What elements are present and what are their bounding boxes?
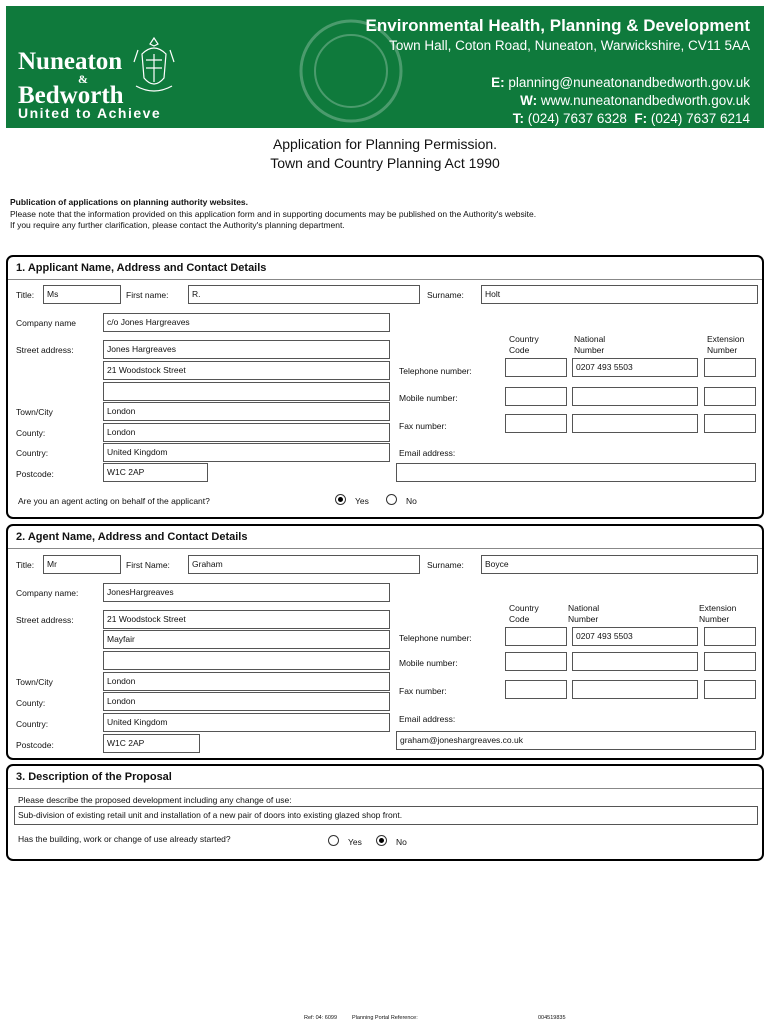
fax-country-code[interactable] bbox=[505, 414, 567, 433]
council-logo bbox=[18, 50, 124, 108]
agent-no-radio[interactable] bbox=[386, 494, 397, 505]
department-address: Town Hall, Coton Road, Nuneaton, Warwickshire, CV11 5AA bbox=[389, 38, 750, 53]
fax-label: F: bbox=[634, 111, 648, 126]
form-reference: Ref: 04: 6099 bbox=[304, 1015, 338, 1021]
surname-field[interactable]: Holt bbox=[481, 285, 758, 304]
national-number-header: National Number bbox=[568, 603, 600, 624]
tel-label: T: bbox=[512, 111, 525, 126]
started-no-label: No bbox=[396, 837, 407, 847]
notice-heading: Publication of applications on planning authority websites. bbox=[10, 197, 249, 207]
telephone-national-number[interactable]: 0207 493 5503 bbox=[572, 358, 698, 377]
agent-yes-label: Yes bbox=[355, 496, 369, 506]
extension-header: Extension Number bbox=[699, 603, 737, 624]
county-label: County: bbox=[16, 428, 46, 438]
email-field[interactable] bbox=[396, 463, 756, 482]
first-name-field[interactable]: R. bbox=[188, 285, 420, 304]
started-yes-radio[interactable] bbox=[328, 835, 339, 846]
started-yes-label: Yes bbox=[348, 837, 362, 847]
fax-national-number[interactable] bbox=[572, 680, 698, 699]
agent-no-label: No bbox=[406, 496, 417, 506]
mobile-country-code[interactable] bbox=[505, 652, 567, 671]
street-field-2[interactable]: Mayfair bbox=[103, 630, 390, 649]
street-label: Street address: bbox=[16, 615, 74, 625]
mobile-extension[interactable] bbox=[704, 387, 756, 406]
extension-header: Extension Number bbox=[707, 334, 745, 355]
county-field[interactable]: London bbox=[103, 423, 390, 442]
tagline: United to Achieve bbox=[18, 105, 162, 121]
telephone-extension[interactable] bbox=[704, 627, 756, 646]
postcode-label: Postcode: bbox=[16, 469, 54, 479]
country-code-header: Country Code bbox=[509, 603, 539, 624]
surname-field[interactable]: Boyce bbox=[481, 555, 758, 574]
notice-line1: Please note that the information provided on this application form and in supporting documents may be published on the Authority's website. bbox=[10, 208, 537, 219]
fax-country-code[interactable] bbox=[505, 680, 567, 699]
crest-icon bbox=[132, 34, 176, 100]
town-field[interactable]: London bbox=[103, 402, 390, 421]
mobile-national-number[interactable] bbox=[572, 652, 698, 671]
portal-reference-value: 004519835 bbox=[538, 1015, 566, 1021]
surname-label: Surname: bbox=[427, 290, 464, 300]
first-name-label: First name: bbox=[126, 290, 169, 300]
web-label: W: bbox=[520, 93, 538, 108]
town-label: Town/City bbox=[16, 677, 53, 687]
agent-yes-radio[interactable] bbox=[335, 494, 346, 505]
title-field[interactable]: Ms bbox=[43, 285, 121, 304]
street-label: Street address: bbox=[16, 345, 74, 355]
divider bbox=[8, 548, 762, 549]
logo-line1: Nuneaton bbox=[18, 48, 123, 75]
company-label: Company name bbox=[16, 318, 77, 328]
telephone-national-number[interactable]: 0207 493 5503 bbox=[572, 627, 698, 646]
started-no-radio[interactable] bbox=[376, 835, 387, 846]
mobile-national-number[interactable] bbox=[572, 387, 698, 406]
street-field-3[interactable] bbox=[103, 651, 390, 670]
form-title: Application for Planning Permission. bbox=[272, 136, 498, 152]
fax-extension[interactable] bbox=[704, 680, 756, 699]
contact-email[interactable]: planning@nuneatonandbedworth.gov.uk bbox=[508, 75, 750, 90]
title-field[interactable]: Mr bbox=[43, 555, 121, 574]
mobile-label: Mobile number: bbox=[399, 658, 458, 668]
divider bbox=[8, 788, 762, 789]
company-field[interactable]: JonesHargreaves bbox=[103, 583, 390, 602]
fax-label: Fax number: bbox=[399, 686, 447, 696]
country-code-header: Country Code bbox=[509, 334, 539, 355]
fax-label: Fax number: bbox=[399, 421, 447, 431]
town-field[interactable]: London bbox=[103, 672, 390, 691]
street-field-1[interactable]: Jones Hargreaves bbox=[103, 340, 390, 359]
contact-details bbox=[491, 74, 750, 128]
agent-question: Are you an agent acting on behalf of the applicant? bbox=[18, 496, 210, 506]
proposal-prompt: Please describe the proposed development including any change of use: bbox=[18, 795, 292, 805]
country-label: Country: bbox=[16, 719, 49, 729]
divider bbox=[8, 279, 762, 280]
company-label: Company name: bbox=[16, 588, 79, 598]
title-label: Title: bbox=[16, 290, 35, 300]
contact-fax: (024) 7637 6214 bbox=[650, 111, 750, 126]
telephone-country-code[interactable] bbox=[505, 627, 567, 646]
title-label: Title: bbox=[16, 560, 35, 570]
county-field[interactable]: London bbox=[103, 692, 390, 711]
fax-national-number[interactable] bbox=[572, 414, 698, 433]
proposal-description-field[interactable]: Sub-division of existing retail unit and installation of a new pair of doors into existing glazed shop front. bbox=[14, 806, 758, 825]
country-field[interactable]: United Kingdom bbox=[103, 443, 390, 462]
section-title: 1. Applicant Name, Address and Contact Details bbox=[16, 262, 267, 274]
first-name-label: First Name: bbox=[126, 560, 170, 570]
notice-line2: If you require any further clarification, please contact the Authority's planning department. bbox=[10, 220, 345, 230]
telephone-label: Telephone number: bbox=[399, 366, 472, 376]
mobile-country-code[interactable] bbox=[505, 387, 567, 406]
street-field-1[interactable]: 21 Woodstock Street bbox=[103, 610, 390, 629]
postcode-field[interactable]: W1C 2AP bbox=[103, 734, 200, 753]
street-field-3[interactable] bbox=[103, 382, 390, 401]
section-title: 2. Agent Name, Address and Contact Details bbox=[16, 531, 248, 543]
telephone-label: Telephone number: bbox=[399, 633, 472, 643]
proposal-section bbox=[6, 764, 764, 861]
postcode-label: Postcode: bbox=[16, 740, 54, 750]
publication-notice bbox=[10, 197, 536, 232]
logo-line2: Bedworth bbox=[18, 82, 124, 109]
street-field-2[interactable]: 21 Woodstock Street bbox=[103, 361, 390, 380]
email-label: Email address: bbox=[399, 448, 456, 458]
telephone-extension[interactable] bbox=[704, 358, 756, 377]
contact-tel: (024) 7637 6328 bbox=[527, 111, 627, 126]
country-field[interactable]: United Kingdom bbox=[103, 713, 390, 732]
company-field[interactable]: c/o Jones Hargreaves bbox=[103, 313, 390, 332]
section-title: 3. Description of the Proposal bbox=[16, 771, 172, 783]
fax-extension[interactable] bbox=[704, 414, 756, 433]
email-label: E: bbox=[491, 75, 505, 90]
logo-ampersand: & bbox=[78, 72, 88, 86]
department-name: Environmental Health, Planning & Development bbox=[365, 16, 750, 35]
town-label: Town/City bbox=[16, 407, 53, 417]
country-label: Country: bbox=[16, 448, 49, 458]
portal-reference-label: Planning Portal Reference: bbox=[352, 1015, 418, 1021]
telephone-country-code[interactable] bbox=[505, 358, 567, 377]
mobile-label: Mobile number: bbox=[399, 393, 458, 403]
email-field[interactable]: graham@joneshargreaves.co.uk bbox=[396, 731, 756, 750]
header-banner bbox=[6, 6, 764, 128]
form-subtitle: Town and Country Planning Act 1990 bbox=[270, 155, 500, 171]
contact-web[interactable]: www.nuneatonandbedworth.gov.uk bbox=[540, 93, 750, 108]
agent-section bbox=[6, 524, 764, 760]
email-label: Email address: bbox=[399, 714, 456, 724]
first-name-field[interactable]: Graham bbox=[188, 555, 420, 574]
applicant-section bbox=[6, 255, 764, 519]
national-number-header: National Number bbox=[574, 334, 606, 355]
mobile-extension[interactable] bbox=[704, 652, 756, 671]
county-label: County: bbox=[16, 698, 46, 708]
started-question: Has the building, work or change of use already started? bbox=[18, 834, 231, 844]
surname-label: Surname: bbox=[427, 560, 464, 570]
postcode-field[interactable]: W1C 2AP bbox=[103, 463, 208, 482]
